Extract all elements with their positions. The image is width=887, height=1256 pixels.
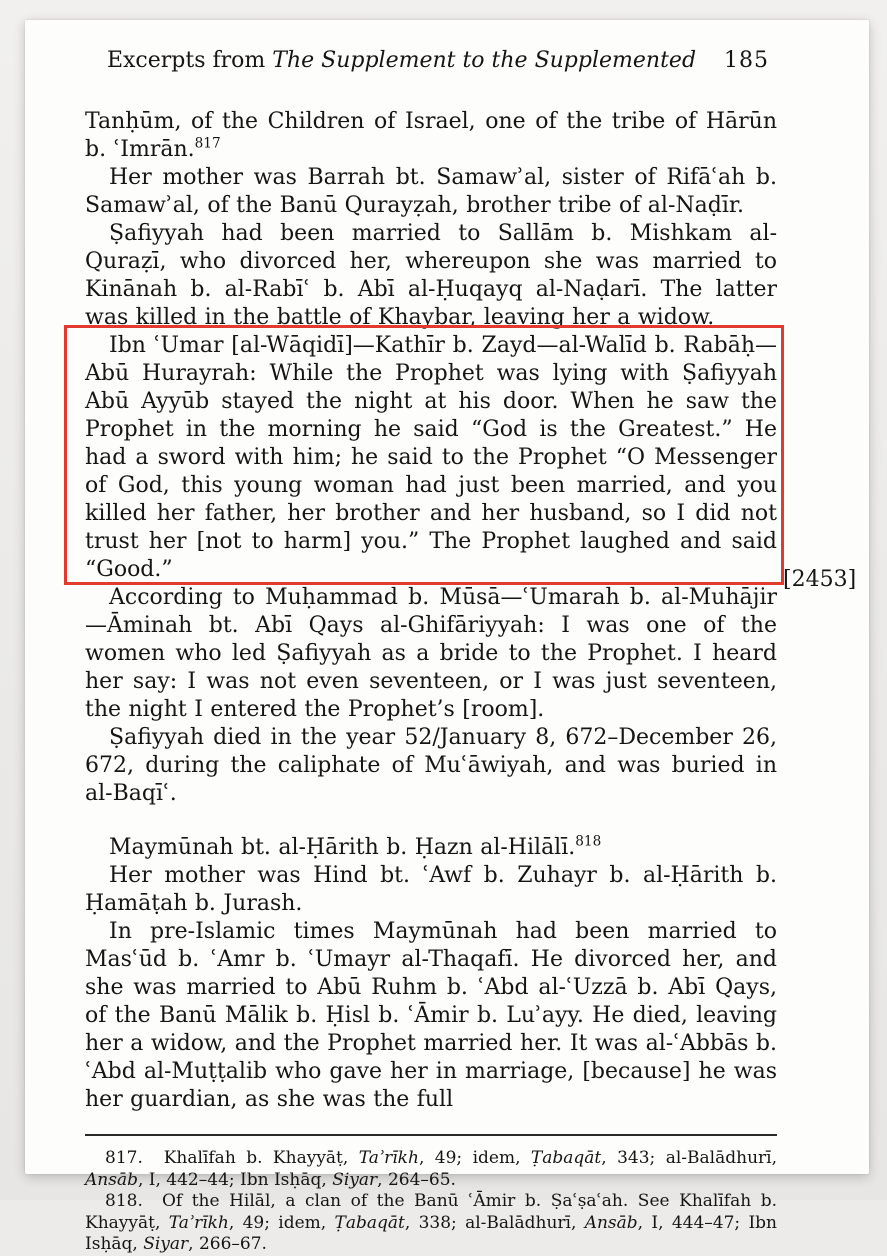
page-body [85,108,777,1114]
footnote-818: 818. Of the Hilāl, a clan of the Banū ʿĀmir b. Ṣaʿṣaʿah. See Khalīfah b. Khayyāṭ, Taʾrīkh, 49; idem, Ṭabaqāt, 338; al-Balādhurī, Ansāb, I, 444–47; Ibn Isḥāq, Siyar, 266–67. [85,1191,777,1254]
highlighted-passage-wrap [85,332,777,584]
paragraph-abu-ayyub-boxed: Ibn ʿUmar [al-Wāqidī]—Kathīr b. Zayd—al-Walīd b. Rabāḥ—Abū Hurayrah: While the Prophet was lying with Ṣafiyyah Abū Ayyūb stayed the night at his door. When he saw the Prophet in the morning he said “God is the Greatest.” He had a sword with him; he said to the Prophet “O Messenger of God, this young woman had just been married, and you killed her father, her brother and her husband, so I did not trust her [not to harm] you.” The Prophet laughed and said “Good.” [85,333,777,582]
footnotes-block [85,1148,777,1256]
paragraph-aminah-report: According to Muḥammad b. Mūsā—ʿUmarah b. al-Muhājir—Āminah bt. Abī Qays al-Ghifāriyyah: I was one of the women who led Ṣafiyyah as a bride to the Prophet. I heard her say: I was not even seventeen, or I was just seventeen, the night I entered the Prophet’s [room]. [85,585,777,722]
footnote-817: 817. Khalīfah b. Khayyāṭ, Taʾrīkh, 49; idem, Ṭabaqāt, 343; al-Balādhurī, Ansāb, I, 442–44; Ibn Isḥāq, Siyar, 264–65. [85,1148,777,1190]
margin-number-2453: [2453] [783,567,857,592]
paragraph-safiyyah-death: Ṣafiyyah died in the year 52/January 8, 672–December 26, 672, during the caliphate of Muʿāwiyah, and was buried in al-Baqīʿ. [85,725,777,806]
paragraph-maymunah-mother: Her mother was Hind bt. ʿAwf b. Zuhayr b. al-Ḥārith b. Ḥamāṭah b. Jurash. [85,863,777,916]
paragraph-safiyyah-marriages: Ṣafiyyah had been married to Sallām b. Mishkam al-Quraẓī, who divorced her, whereupon she was married to Kinānah b. al-Rabīʿ b. Abī al-Ḥuqayq al-Naḍarī. The latter was killed in the battle of Khaybar, leaving her a widow. [85,221,777,330]
scanned-book-page [25,20,869,1254]
header-book-title: The Supplement to the Supplemented [272,48,697,73]
paragraph-her-mother-barrah: Her mother was Barrah bt. Samawʾal, sister of Rifāʿah b. Samawʾal, of the Banū Qurayẓah, brother tribe of al-Naḍīr. [85,165,777,218]
page-number: 185 [724,48,770,73]
running-header [99,47,777,75]
paragraph-maymunah-heading: Maymūnah bt. al-Ḥārith b. Ḥazn al-Hilālī.$^{818}$ [109,833,602,860]
footnote-separator-rule [85,1134,777,1136]
paragraph-maymunah-marriages: In pre-Islamic times Maymūnah had been married to Masʿūd b. ʿAmr b. ʿUmayr al-Thaqafī. He divorced her, and she was married to Abū Ruhm b. ʿAbd al-ʿUzzā b. Abī Qays, of the Banū Mālik b. Ḥisl b. ʿĀmir b. Luʾayy. He died, leaving her a widow, and the Prophet married her. It was al-ʿAbbās b. ʿAbd al-Muṭṭalib who gave her in marriage, [because] he was her guardian, as she was the full [85,919,777,1112]
header-prefix: Excerpts from [106,48,273,73]
paragraph-tanhum: Tanḥūm, of the Children of Israel, one of the tribe of Hārūn b. ʿImrān.$^{817}$ [85,109,777,162]
